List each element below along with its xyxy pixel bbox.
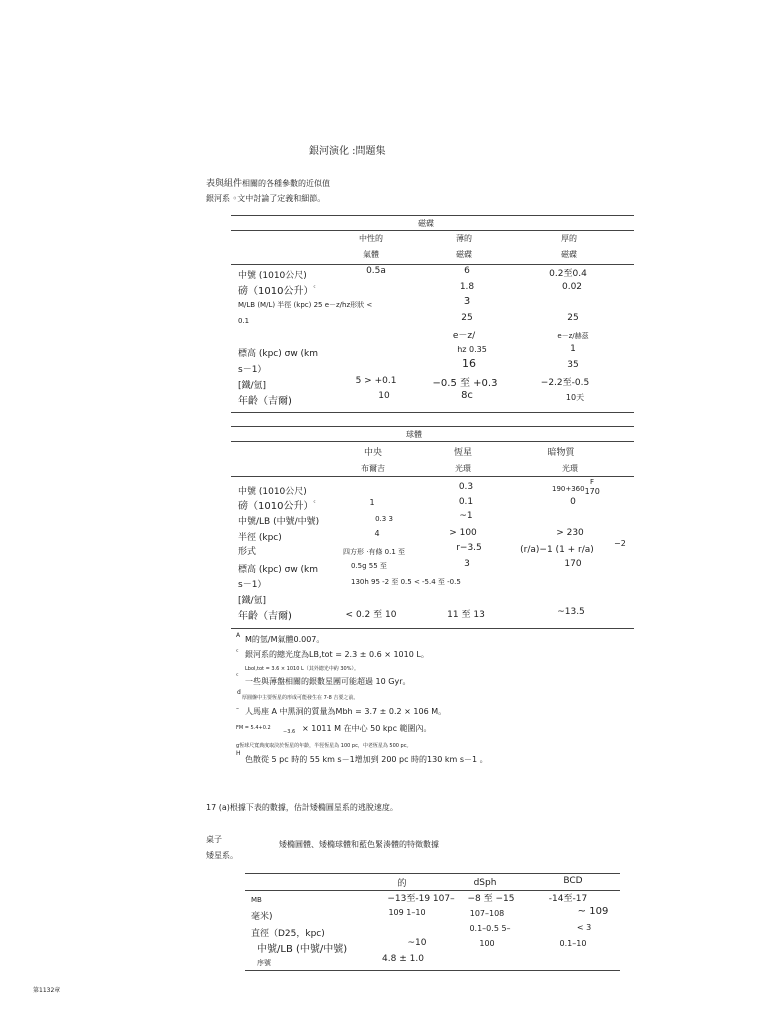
sphere-row-age-label: 年齡（吉爾) (238, 611, 292, 622)
intro-line-2: 銀河系 ◦文中討論了定義和細節。 (206, 194, 326, 203)
disk-row-radius-label: 0.1 (238, 317, 250, 325)
note-g: g恆球尺寬典度取決於恆星的年齡，半徑恆星為 100 pc，中老恆星為 500 pc。 (236, 743, 412, 749)
sphere-row-lum-stellar: 0.1 (458, 497, 474, 507)
sphere-col-bulge-2: 布爾吉 (361, 464, 385, 473)
sphere-row-form-exponent: −2 (614, 539, 626, 548)
sphere-heading: 球體 (406, 430, 422, 439)
table3-bottom-rule (245, 970, 620, 971)
table3-row-diameter-label: 直徑（D25，kpc) (251, 929, 325, 939)
note-d-mark: d (237, 689, 241, 696)
sphere-row-metal-label: [鐵/氫] (238, 596, 267, 606)
sphere-row-mass-dark-range: 190+360 (552, 485, 585, 493)
sphere-row-mass-dark (552, 484, 600, 496)
sphere-col-stellar-2: 光環 (455, 464, 471, 473)
sphere-row-radius-label: 半徑 (kpc) (238, 533, 282, 543)
note-c2-mark: ᶜ (236, 672, 239, 680)
intro-line-1-rest: 相關的各種參數的近似值 (242, 179, 331, 188)
sphere-row-sigma-label: s－1） (238, 580, 267, 590)
disk-row-ml-thin: 3 (463, 296, 471, 307)
sphere-header-rule (231, 476, 634, 477)
sphere-bottom-rule (231, 628, 634, 629)
disk-row-radius-thick: 25 (567, 313, 579, 323)
sphere-table-top-rule (231, 426, 634, 427)
page-footer: 第1132章 (33, 987, 61, 994)
disk-row-mass-thin: 6 (464, 266, 470, 276)
table3-col-de: 的 (397, 879, 407, 889)
table3-row-ml-de: ~10 (407, 938, 427, 948)
note-c2: 一些與薄盤相關的銀數星團可能超過 10 Gyr。 (245, 677, 411, 686)
table3-row-sersic-label: 序號 (257, 959, 271, 967)
sphere-col-bulge-1: 中央 (363, 448, 383, 458)
disk-row-mass-label: 中號 (1010公尺) (238, 271, 307, 281)
sphere-row-scale-dark: 170 (564, 559, 582, 569)
sphere-row-radius-stellar: > 100 (449, 528, 477, 538)
disk-row-mass-thick: 0.2至0.4 (549, 269, 587, 279)
note-d: 厚圓盤中主要恆星的形成可能發生在 7-8 吉要之前。 (242, 695, 359, 701)
table3-side-label-1: 桌子 (206, 835, 222, 844)
disk-row-mass-gas: 0.5a (366, 266, 386, 276)
sphere-col-dark-1: 暗物質 (547, 448, 575, 458)
disk-row-lum-text: 磅（1010公升） (238, 286, 314, 297)
sphere-row-form-dark: (r/a)−1 (1 + r/a) (520, 545, 594, 555)
table3-caption: 矮橢圓體、矮橢球體和藍色緊湊體的特徵數據 (279, 840, 439, 849)
disk-row-sigma-thick: 35 (567, 360, 579, 370)
disk-row-sigma-thin: 16 (462, 357, 476, 370)
note-f: × 1011 M 在中心 50 kpc 範圍內。 (302, 724, 432, 733)
table3-row-sersic-de: 4.8 ± 1.0 (382, 954, 424, 964)
disk-row-age-label: 年齡（吉爾) (238, 396, 292, 407)
sphere-row-form-bulge: 四方形 ·有條 0.1 至 (343, 548, 406, 556)
disk-header-rule (231, 264, 634, 265)
disk-col-thin-1: 薄的 (456, 234, 472, 243)
sphere-note-mark-f: F (590, 478, 595, 486)
table3-row-mass-label: 毫米) (251, 912, 273, 922)
disk-row-lum-note-mark: ᶜ (313, 284, 316, 292)
disk-row-radius-thin: 25 (461, 313, 473, 323)
note-h-mark: H (236, 750, 241, 757)
table3-side-label-2: 矮星系。 (206, 851, 238, 860)
intro-table-word: 表與組件 (206, 179, 243, 189)
sphere-row-scale-bulge: 0.5g 55 至 (351, 562, 387, 570)
sphere-row-radius-bulge: 4 (374, 529, 380, 538)
table3-row-mb-dsph: −8 至 −15 (467, 894, 515, 904)
table3-row-mb-de: −13至-19 107– (387, 894, 455, 904)
disk-row-metal-gas: 5 > +0.1 (355, 376, 397, 386)
sphere-row-lum-note-mark: ᶜ (313, 499, 316, 507)
disk-row-scale-thick: 1 (570, 344, 576, 354)
sphere-heading-rule (231, 441, 634, 442)
table3-row-mass-de: 109 1–10 (388, 908, 426, 917)
disk-row-scale-thin: hz 0.35 (457, 345, 487, 354)
note-c-mark: ᶜ (236, 648, 239, 656)
disk-bottom-rule (231, 412, 634, 413)
disk-row-form-thin: e－z/ (452, 331, 476, 341)
table3-col-dsph: dSph (473, 878, 497, 888)
disk-row-lum-thick: 0.02 (561, 282, 583, 292)
disk-col-thick-1: 厚的 (561, 234, 577, 243)
disk-row-age-thick: 10天 (565, 393, 585, 402)
sphere-row-scale-stellar: 3 (464, 559, 470, 569)
table3-row-ml-bcd: 0.1–10 (559, 939, 587, 948)
intro-line-1 (206, 176, 330, 189)
disk-row-sigma-label: s－1） (238, 365, 267, 375)
sphere-row-ml-stellar: ~1 (459, 511, 473, 521)
disk-row-age-thin: 8c (461, 390, 473, 401)
note-f-sub: −3.6 (283, 729, 296, 735)
sphere-row-ml-bulge: 0.3 3 (375, 515, 393, 523)
disk-row-ml-label: M/LB (M/L) 半徑 (kpc) 25 e－z/hz形狀 < (238, 301, 373, 309)
sphere-row-mass-label: 中號 (1010公尺) (238, 487, 307, 497)
disk-col-thick-2: 磁碟 (561, 250, 577, 259)
table3-row-mass-dsph: 107–108 (469, 909, 505, 918)
note-a-mark: A (236, 632, 241, 639)
sphere-row-lum-bulge: 1 (369, 498, 375, 507)
sphere-row-mass-stellar: 0.3 (458, 482, 474, 492)
sphere-row-form-stellar: r−3.5 (456, 543, 482, 553)
disk-row-metal-thick: −2.2至-0.5 (540, 378, 590, 388)
table3-col-bcd: BCD (563, 876, 583, 886)
sphere-row-radius-dark: > 230 (556, 528, 584, 538)
sphere-row-lum-text: 磅（1010公升） (238, 501, 314, 512)
sphere-row-form-label: 形式 (238, 547, 257, 557)
table3-row-mass-bcd: ~ 109 (577, 906, 609, 917)
disk-row-scale-label: 標高 (kpc) σw (km (238, 349, 319, 359)
disk-row-metal-thin: −0.5 至 +0.3 (432, 378, 498, 389)
disk-col-thin-2: 磁碟 (456, 250, 472, 259)
table3-row-diameter-dsph: 0.1–0.5 5– (469, 924, 511, 933)
sphere-row-age-bulge: < 0.2 至 10 (345, 610, 397, 620)
disk-row-metal-label: [鐵/氫] (238, 381, 267, 391)
sphere-row-lum-dark: 0 (570, 497, 576, 507)
table3-top-rule (245, 873, 620, 874)
disk-row-form-thick: e－z/赫茲 (557, 332, 589, 340)
disk-row-lum-label (238, 282, 316, 297)
disk-col-gas-1: 中性的 (359, 234, 383, 243)
sphere-col-stellar-1: 恆星 (453, 448, 473, 458)
sphere-row-age-stellar: 11 至 13 (447, 610, 485, 620)
question-17a: 17 (a)根據下表的數據，估計矮橢圓星系的逃脫速度。 (206, 803, 398, 812)
note-h: 色散從 5 pc 時的 55 km s－1增加到 200 pc 時的130 km s－1 。 (245, 755, 488, 764)
disk-row-age-gas: 10 (378, 391, 390, 401)
table3-row-ml-dsph: 100 (479, 939, 495, 948)
note-f-small: FM = 5.4+0.2 (236, 725, 271, 731)
page-title: 銀河演化 :問題集 (309, 146, 386, 157)
note-c: 銀河系的總光度為LB,tot = 2.3 ± 0.6 × 1010 L。 (245, 650, 429, 659)
sphere-row-lum-label (238, 497, 316, 512)
note-c-small: Lbol,tot = 3.6 × 1010 L（其外總光中約 30%）。 (245, 666, 359, 672)
disk-col-gas-2: 氣體 (363, 250, 379, 259)
disk-row-lum-thin: 1.8 (459, 282, 475, 292)
sphere-row-scale-label: 標高 (kpc) σw (km (238, 565, 319, 575)
sphere-row-age-dark: ~13.5 (557, 607, 585, 617)
table3-row-mb-label: MB (251, 896, 262, 904)
sphere-row-mass-dark-sub: 170 (584, 487, 600, 496)
table3-row-diameter-bcd: < 3 (576, 923, 592, 932)
note-e-mark: – (236, 705, 239, 712)
disk-table-top-rule (231, 215, 634, 216)
note-a: M的氫/M氣體0.007。 (245, 635, 325, 644)
note-e: 人馬座 A 中黑洞的質量為Mbh = 3.7 ± 0.2 × 106 M。 (245, 707, 447, 716)
table3-row-mb-bcd: -14至-17 (548, 894, 588, 904)
sphere-row-sigma-values: 130h 95 -2 至 0.5 < -5.4 至 -0.5 (351, 578, 461, 586)
disk-heading-rule (231, 230, 634, 231)
sphere-col-dark-2: 光環 (562, 464, 578, 473)
table3-row-ml-label: 中號/LB (中號/中號) (257, 944, 348, 955)
disk-heading: 磁碟 (418, 219, 434, 228)
sphere-row-ml-label: 中號/LB (中號/中號) (238, 517, 320, 527)
